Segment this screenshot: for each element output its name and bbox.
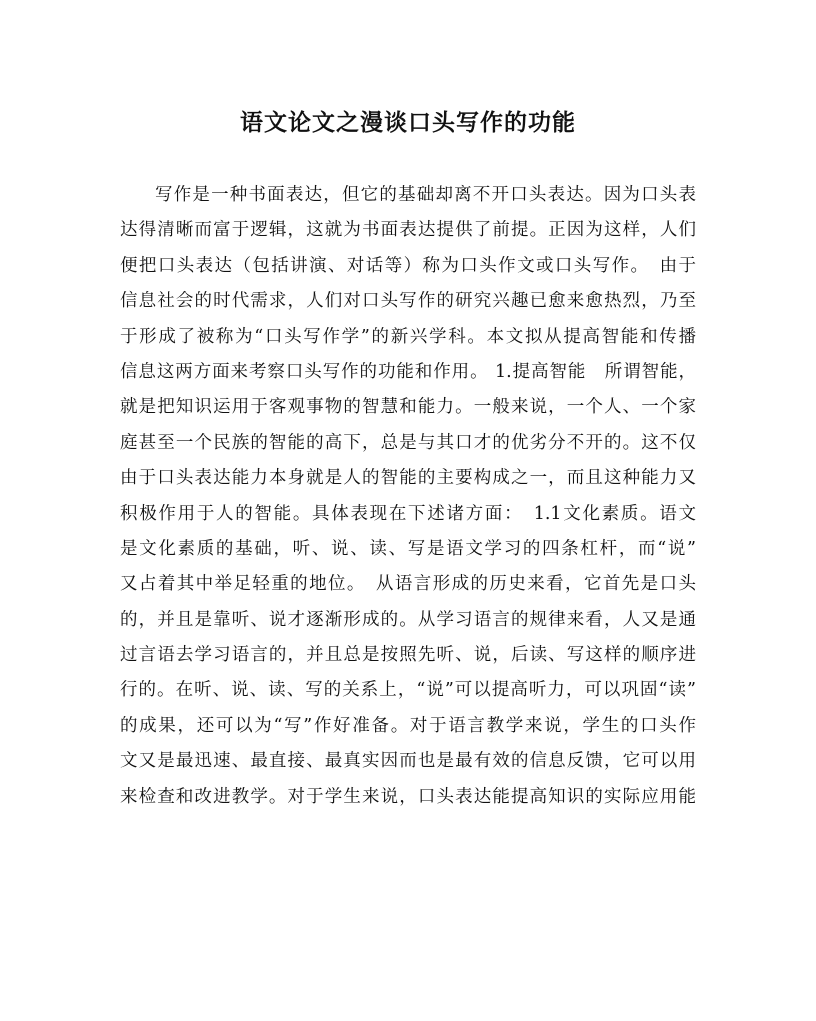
text-line: 庭甚至一个民族的智能的高下，总是与其口才的优劣分不开的。这不仅 bbox=[120, 432, 696, 453]
text-line: 过言语去学习语言的，并且总是按照先听、说，后读、写这样的顺序进 bbox=[120, 645, 696, 666]
text-line: 于形成了被称为“口头写作学”的新兴学科。本文拟从提高智能和传播 bbox=[120, 326, 696, 347]
text-line: 行的。在听、说、读、写的关系上，“说”可以提高听力，可以巩固“读” bbox=[120, 680, 696, 701]
body-paragraph bbox=[120, 178, 696, 815]
text-line: 由于口头表达能力本身就是人的智能的主要构成之一，而且这种能力又 bbox=[120, 468, 696, 489]
text-line: 信息这两方面来考察口头写作的功能和作用。 1.提高智能 所谓智能， bbox=[120, 361, 696, 382]
document-title: 语文论文之漫谈口头写作的功能 bbox=[240, 109, 576, 136]
text-line: 便把口头表达（包括讲演、对话等）称为口头作文或口头写作。 由于 bbox=[120, 255, 696, 276]
text-line: 的，并且是靠听、说才逐渐形成的。从学习语言的规律来看，人又是通 bbox=[120, 609, 696, 630]
text-line: 的成果，还可以为“写”作好准备。对于语言教学来说，学生的口头作 bbox=[120, 715, 696, 736]
text-line: 是文化素质的基础，听、说、读、写是语文学习的四条杠杆，而“说” bbox=[120, 538, 696, 559]
text-line: 写作是一种书面表达，但它的基础却离不开口头表达。因为口头表 bbox=[155, 185, 696, 205]
text-line: 就是把知识运用于客观事物的智慧和能力。一般来说，一个人、一个家 bbox=[120, 397, 696, 418]
text-line: 又占着其中举足轻重的地位。 从语言形成的历史来看，它首先是口头 bbox=[120, 574, 696, 595]
text-line: 信息社会的时代需求，人们对口头写作的研究兴趣已愈来愈热烈，乃至 bbox=[120, 291, 696, 312]
text-line: 来检查和改进教学。对于学生来说，口头表达能提高知识的实际应用能 bbox=[120, 786, 696, 807]
text-line: 积极作用于人的智能。具体表现在下述诸方面： 1.1文化素质。语文 bbox=[120, 503, 696, 524]
text-line: 文又是最迅速、最直接、最真实因而也是最有效的信息反馈，它可以用 bbox=[120, 751, 696, 772]
text-line: 达得清晰而富于逻辑，这就为书面表达提供了前提。正因为这样，人们 bbox=[120, 220, 696, 241]
